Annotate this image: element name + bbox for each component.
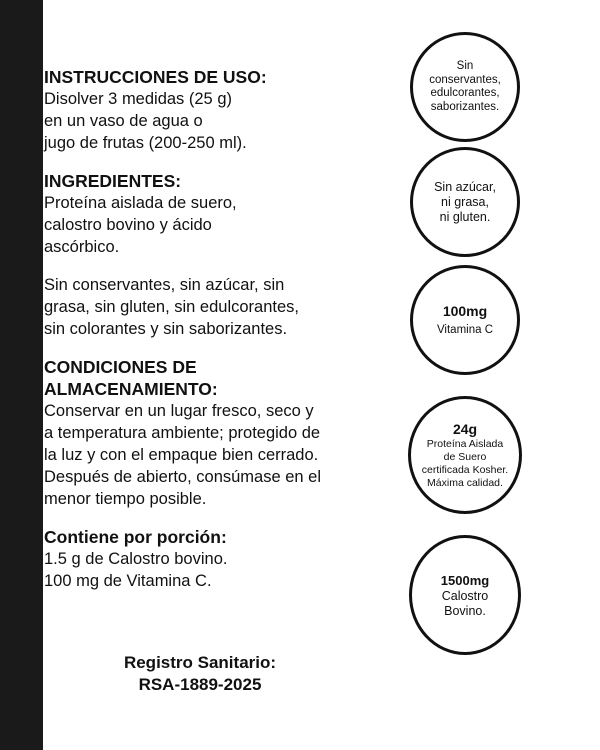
badge-no-sugar [410,147,520,257]
sanitary-registration [44,652,356,696]
per-serving-heading: Contiene por porción: [44,527,227,547]
ingredients-heading: INGREDIENTES: [44,171,182,191]
badge-no-preservatives [410,32,520,142]
usage-instructions-section [44,66,379,154]
ingredients-section [44,170,379,258]
badge-text: Sin conservantes, edulcorantes, saborizantes. [429,60,501,113]
per-serving-section [44,526,379,592]
badge-vitamin-c [410,265,520,375]
badge-whey-protein [408,396,522,514]
storage-section [44,356,379,510]
badge-text: Calostro Bovino. [441,588,489,618]
storage-body: Conservar en un lugar fresco, seco y a temperatura ambiente; protegido de la luz y con el empaque bien cerrado. Después de abierto, consúmase en el menor tiempo posible. [44,402,322,508]
badge-text: Vitamina C [436,323,494,336]
left-black-bar [0,0,43,750]
storage-heading-line1: CONDICIONES DE [44,357,197,377]
free-from-text: Sin conservantes, sin azúcar, sin grasa, sin gluten, sin edulcorantes, sin colorantes y sin saborizantes. [44,276,299,338]
sanitary-registration-number: RSA-1889-2025 [138,675,262,694]
per-serving-body: 1.5 g de Calostro bovino. 100 mg de Vitamina C. [44,550,228,590]
label-text-column [44,66,379,608]
badge-text: Proteína Aislada de Suero certificada Kosher. Máxima calidad. [421,437,509,489]
badge-text: Sin azúcar, ni grasa, ni gluten. [434,179,496,224]
storage-heading-line2: ALMACENAMIENTO: [44,379,218,399]
usage-instructions-heading: INSTRUCCIONES DE USO: [44,67,267,87]
badge-amount: 1500mg [440,572,490,588]
ingredients-body: Proteína aislada de suero, calostro bovino y ácido ascórbico. [44,194,237,256]
usage-instructions-body: Disolver 3 medidas (25 g) en un vaso de agua o jugo de frutas (200-250 ml). [44,90,247,152]
sanitary-registration-label: Registro Sanitario: [123,653,277,672]
badge-amount: 100mg [442,302,488,319]
free-from-section [44,274,379,340]
badge-colostrum [409,535,521,655]
badge-amount: 24g [452,420,478,437]
